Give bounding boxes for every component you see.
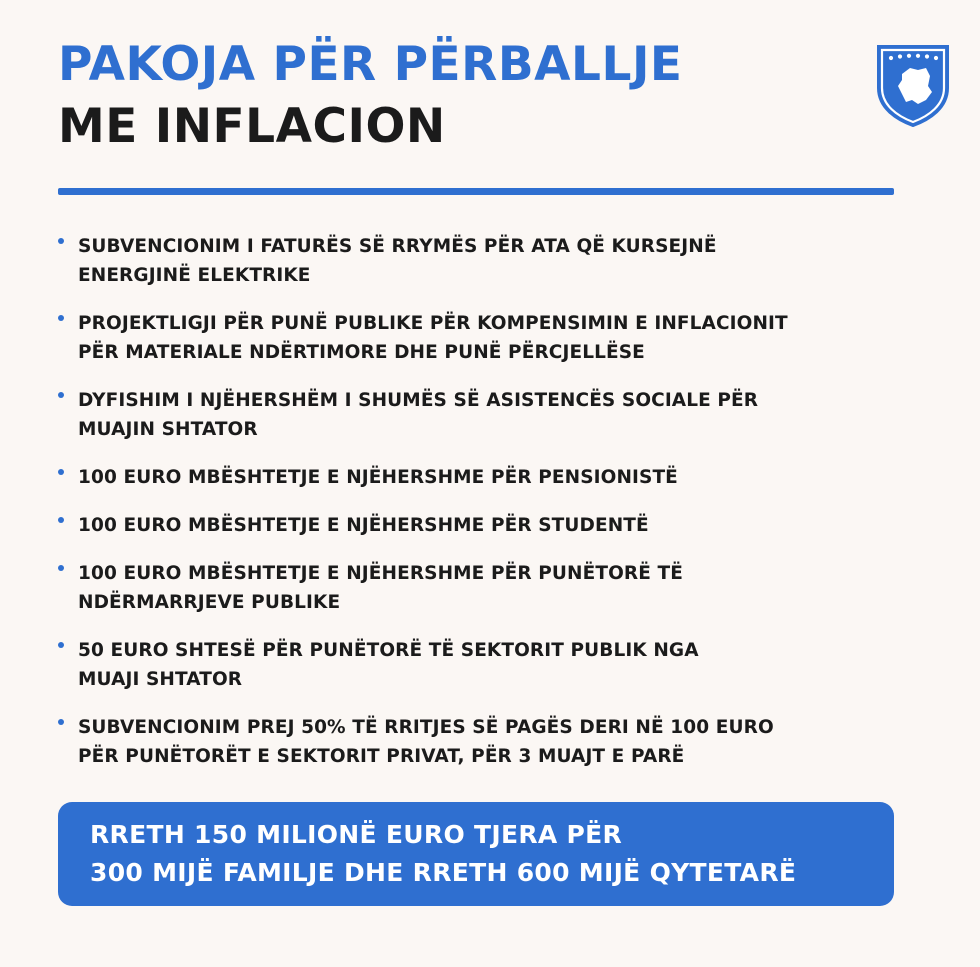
- measure-text: SUBVENCIONIM PREJ 50% TË RRITJES SË PAGËS DERI NË 100 EURO PËR PUNËTORËT E SEKTORIT PRIVAT, PËR 3 MUAJT E PARË: [78, 717, 774, 767]
- title-line-1: PAKOJA PËR PËRBALLJE: [58, 37, 683, 92]
- summary-banner: [58, 802, 894, 906]
- measure-text: 100 EURO MBËSHTETJE E NJËHERSHME PËR STUDENTË: [78, 515, 649, 536]
- list-item: [58, 309, 898, 367]
- title-line-2: ME INFLACION: [58, 99, 446, 154]
- measure-text: 50 EURO SHTESË PËR PUNËTORË TË SEKTORIT PUBLIK NGA MUAJI SHTATOR: [78, 640, 699, 690]
- bullet-dot-icon: [58, 238, 64, 244]
- list-item: [58, 559, 898, 617]
- measure-text: PROJEKTLIGJI PËR PUNË PUBLIKE PËR KOMPENSIMIN E INFLACIONIT PËR MATERIALE NDËRTIMORE DHE PUNË PËRCJELLËSE: [78, 313, 788, 363]
- kosovo-coat-of-arms-icon: [872, 38, 954, 128]
- measure-text: 100 EURO MBËSHTETJE E NJËHERSHME PËR PENSIONISTË: [78, 467, 678, 488]
- title-divider: [58, 188, 894, 195]
- measure-text: SUBVENCIONIM I FATURËS SË RRYMËS PËR ATA QË KURSEJNË ENERGJINË ELEKTRIKE: [78, 236, 717, 286]
- measures-list: [58, 232, 898, 790]
- bullet-dot-icon: [58, 517, 64, 523]
- bullet-dot-icon: [58, 642, 64, 648]
- list-item: [58, 713, 898, 771]
- list-item: [58, 511, 898, 540]
- bullet-dot-icon: [58, 392, 64, 398]
- list-item: [58, 463, 898, 492]
- bullet-dot-icon: [58, 565, 64, 571]
- bullet-dot-icon: [58, 315, 64, 321]
- list-item: [58, 636, 898, 694]
- summary-line-1: RRETH 150 MILIONË EURO TJERA PËR: [90, 820, 623, 849]
- measure-text: DYFISHIM I NJËHERSHËM I SHUMËS SË ASISTENCËS SOCIALE PËR MUAJIN SHTATOR: [78, 390, 759, 440]
- measure-text: 100 EURO MBËSHTETJE E NJËHERSHME PËR PUNËTORË TË NDËRMARRJEVE PUBLIKE: [78, 563, 683, 613]
- list-item: [58, 232, 898, 290]
- summary-line-2: 300 MIJË FAMILJE DHE RRETH 600 MIJË QYTETARË: [90, 858, 797, 887]
- list-item: [58, 386, 898, 444]
- bullet-dot-icon: [58, 469, 64, 475]
- bullet-dot-icon: [58, 719, 64, 725]
